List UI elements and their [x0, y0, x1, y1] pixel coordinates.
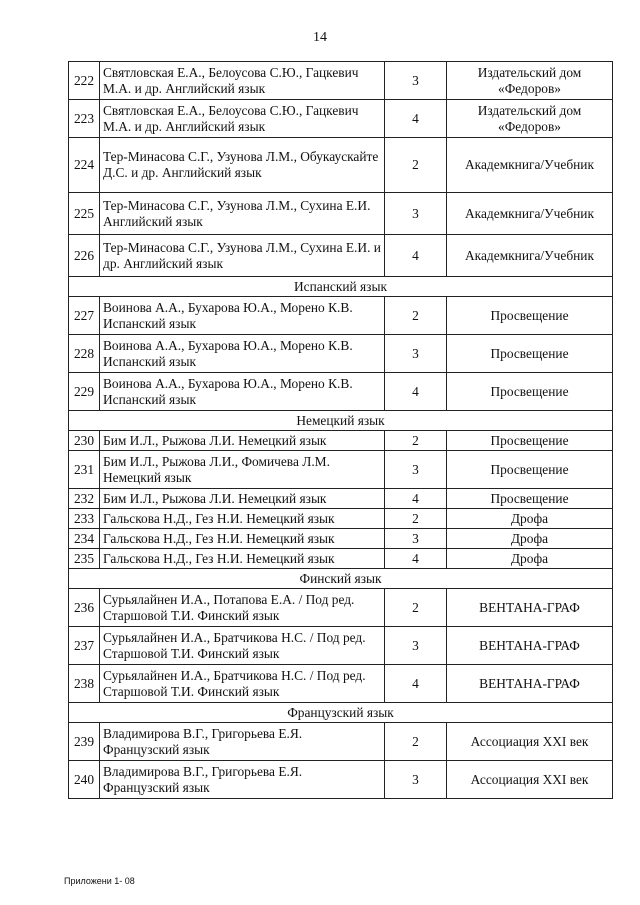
- publisher-cell: Просвещение: [447, 451, 613, 489]
- author-title-cell: Воинова А.А., Бухарова Ю.А., Морено К.В. Испанский язык: [100, 335, 385, 373]
- table-row: [69, 297, 613, 335]
- author-title-cell: Гальскова Н.Д., Гез Н.И. Немецкий язык: [100, 529, 385, 549]
- author-title-cell: Гальскова Н.Д., Гез Н.И. Немецкий язык: [100, 509, 385, 529]
- author-title-cell: Тер-Минасова С.Г., Узунова Л.М., Обукаускайте Д.С. и др. Английский язык: [100, 138, 385, 193]
- grade-cell: 3: [385, 451, 447, 489]
- section-title: Финский язык: [69, 569, 613, 589]
- section-header-row: [69, 277, 613, 297]
- row-number: 235: [69, 549, 100, 569]
- publisher-cell: Издательский дом «Федоров»: [447, 100, 613, 138]
- publisher-cell: Просвещение: [447, 489, 613, 509]
- author-title-cell: Владимирова В.Г., Григорьева Е.Я. Французский язык: [100, 723, 385, 761]
- author-title-cell: Тер-Минасова С.Г., Узунова Л.М., Сухина Е.И. Английский язык: [100, 193, 385, 235]
- table-row: [69, 193, 613, 235]
- table-row: [69, 549, 613, 569]
- author-title-cell: Тер-Минасова С.Г., Узунова Л.М., Сухина Е.И. и др. Английский язык: [100, 235, 385, 277]
- publisher-cell: Ассоциация XXI век: [447, 761, 613, 799]
- row-number: 223: [69, 100, 100, 138]
- grade-cell: 2: [385, 431, 447, 451]
- author-title-cell: Святловская Е.А., Белоусова С.Ю., Гацкевич М.А. и др. Английский язык: [100, 62, 385, 100]
- grade-cell: 2: [385, 589, 447, 627]
- row-number: 236: [69, 589, 100, 627]
- section-header-row: [69, 703, 613, 723]
- table-row: [69, 431, 613, 451]
- grade-cell: 3: [385, 761, 447, 799]
- publisher-cell: Академкнига/Учебник: [447, 235, 613, 277]
- row-number: 240: [69, 761, 100, 799]
- publisher-cell: Академкнига/Учебник: [447, 193, 613, 235]
- grade-cell: 4: [385, 549, 447, 569]
- author-title-cell: Воинова А.А., Бухарова Ю.А., Морено К.В. Испанский язык: [100, 373, 385, 411]
- publisher-cell: Дрофа: [447, 529, 613, 549]
- footer-note: Приложени 1- 08: [64, 876, 135, 886]
- author-title-cell: Бим И.Л., Рыжова Л.И. Немецкий язык: [100, 489, 385, 509]
- publisher-cell: Просвещение: [447, 297, 613, 335]
- row-number: 237: [69, 627, 100, 665]
- grade-cell: 3: [385, 335, 447, 373]
- publisher-cell: Ассоциация XXI век: [447, 723, 613, 761]
- row-number: 239: [69, 723, 100, 761]
- grade-cell: 4: [385, 235, 447, 277]
- row-number: 222: [69, 62, 100, 100]
- row-number: 227: [69, 297, 100, 335]
- grade-cell: 3: [385, 529, 447, 549]
- author-title-cell: Бим И.Л., Рыжова Л.И., Фомичева Л.М. Немецкий язык: [100, 451, 385, 489]
- author-title-cell: Гальскова Н.Д., Гез Н.И. Немецкий язык: [100, 549, 385, 569]
- table-row: [69, 373, 613, 411]
- section-title: Немецкий язык: [69, 411, 613, 431]
- author-title-cell: Владимирова В.Г., Григорьева Е.Я. Французский язык: [100, 761, 385, 799]
- row-number: 230: [69, 431, 100, 451]
- grade-cell: 3: [385, 62, 447, 100]
- row-number: 228: [69, 335, 100, 373]
- row-number: 233: [69, 509, 100, 529]
- publisher-cell: Издательский дом «Федоров»: [447, 62, 613, 100]
- table-row: [69, 489, 613, 509]
- author-title-cell: Сурьялайнен И.А., Братчикова Н.С. / Под ред. Старшовой Т.И. Финский язык: [100, 665, 385, 703]
- section-header-row: [69, 569, 613, 589]
- publisher-cell: ВЕНТАНА-ГРАФ: [447, 589, 613, 627]
- row-number: 238: [69, 665, 100, 703]
- author-title-cell: Сурьялайнен И.А., Потапова Е.А. / Под ред. Старшовой Т.И. Финский язык: [100, 589, 385, 627]
- publisher-cell: Просвещение: [447, 335, 613, 373]
- grade-cell: 2: [385, 509, 447, 529]
- publisher-cell: Дрофа: [447, 509, 613, 529]
- author-title-cell: Святловская Е.А., Белоусова С.Ю., Гацкевич М.А. и др. Английский язык: [100, 100, 385, 138]
- table-row: [69, 235, 613, 277]
- section-header-row: [69, 411, 613, 431]
- author-title-cell: Воинова А.А., Бухарова Ю.А., Морено К.В. Испанский язык: [100, 297, 385, 335]
- table-body: [69, 62, 613, 799]
- row-number: 224: [69, 138, 100, 193]
- publisher-cell: Просвещение: [447, 431, 613, 451]
- grade-cell: 4: [385, 100, 447, 138]
- publisher-cell: Академкнига/Учебник: [447, 138, 613, 193]
- grade-cell: 4: [385, 489, 447, 509]
- table-row: [69, 589, 613, 627]
- grade-cell: 2: [385, 723, 447, 761]
- publisher-cell: ВЕНТАНА-ГРАФ: [447, 665, 613, 703]
- page-number: 14: [313, 30, 327, 45]
- table-row: [69, 335, 613, 373]
- row-number: 231: [69, 451, 100, 489]
- table-row: [69, 665, 613, 703]
- row-number: 232: [69, 489, 100, 509]
- grade-cell: 2: [385, 138, 447, 193]
- row-number: 226: [69, 235, 100, 277]
- table-row: [69, 761, 613, 799]
- table-row: [69, 100, 613, 138]
- table-row: [69, 451, 613, 489]
- publisher-cell: ВЕНТАНА-ГРАФ: [447, 627, 613, 665]
- author-title-cell: Бим И.Л., Рыжова Л.И. Немецкий язык: [100, 431, 385, 451]
- grade-cell: 3: [385, 193, 447, 235]
- textbook-table: [68, 61, 613, 799]
- author-title-cell: Сурьялайнен И.А., Братчикова Н.С. / Под ред. Старшовой Т.И. Финский язык: [100, 627, 385, 665]
- section-title: Французский язык: [69, 703, 613, 723]
- grade-cell: 4: [385, 373, 447, 411]
- grade-cell: 2: [385, 297, 447, 335]
- table-row: [69, 723, 613, 761]
- table-row: [69, 529, 613, 549]
- row-number: 225: [69, 193, 100, 235]
- table-row: [69, 138, 613, 193]
- row-number: 234: [69, 529, 100, 549]
- row-number: 229: [69, 373, 100, 411]
- publisher-cell: Дрофа: [447, 549, 613, 569]
- table-row: [69, 62, 613, 100]
- grade-cell: 3: [385, 627, 447, 665]
- publisher-cell: Просвещение: [447, 373, 613, 411]
- section-title: Испанский язык: [69, 277, 613, 297]
- table-row: [69, 509, 613, 529]
- table-row: [69, 627, 613, 665]
- grade-cell: 4: [385, 665, 447, 703]
